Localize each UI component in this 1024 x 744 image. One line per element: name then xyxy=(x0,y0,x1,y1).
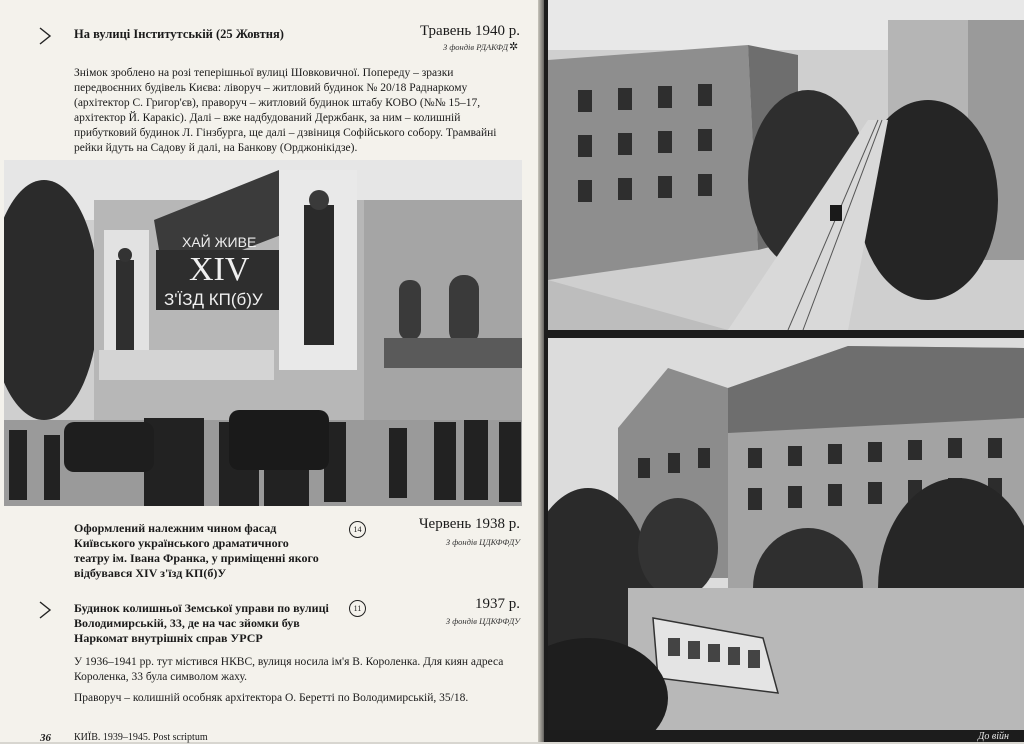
street-photo xyxy=(548,0,1024,330)
nkvs-building-photo xyxy=(548,338,1024,730)
entry2-caption: Оформлений належним чином фасад Київського українського драматичного театру ім. Івана Франка, у приміщенні якого відбувався XIV з'їзд КП(б)У xyxy=(74,521,319,580)
entry3-title: Будинок колишньої Земської управи по вулиці Володимирській, 33, де на час зйомки був Наркомат внутрішніх справ УРСР xyxy=(74,601,329,645)
play-arrow-icon xyxy=(38,600,52,620)
entry3-text1: У 1936–1941 рр. тут містився НКВС, вулиця носила ім'я В. Короленка. Для киян адреса Короленка, 33 була символом жаху. xyxy=(74,656,504,683)
entry2-number: 14 xyxy=(349,521,366,538)
entry3-text2: Праворуч – колишній особняк архітектора О. Беретті по Володимирській, 35/18. xyxy=(74,692,469,704)
theatre-photo xyxy=(4,160,522,506)
banner-top-text: ХАЙ ЖИВЕ xyxy=(182,234,257,250)
entry3-source: З фондів ЦДКФФДУ xyxy=(445,616,520,626)
entry3-date: 1937 р. xyxy=(475,596,520,612)
page-number: 36 xyxy=(40,732,51,744)
entry3-number: 11 xyxy=(349,600,366,617)
entry2-date: Червень 1938 р. xyxy=(418,516,520,532)
play-arrow-icon xyxy=(38,26,52,46)
banner-bottom-text: З'ЇЗД КП(б)У xyxy=(164,290,263,309)
right-footer: До війн xyxy=(978,731,1009,742)
entry2-source: З фондів ЦДКФФДУ xyxy=(445,537,520,547)
banner-numeral-text: XIV xyxy=(189,251,250,288)
entry1-source: З фондів РДАКФД xyxy=(443,42,508,52)
entry1-title: На вулиці Інститутській (25 Жовтня) xyxy=(74,27,284,41)
entry1-text: Знімок зроблено на розі теперішньої вулиці Шовковичної. Попереду – зразки передвоєнних будівель Києва: ліворуч – житловий будинок № 20/18 Раднаркому (архітектор С. Григор'єв), праворуч – житловий будинок штабу КОВО (№№ 15–17, архітектор Й. Каракіс). Далі – вже надбудований Держбанк, за ним – колишній прибутковий будинок Л. Гінзбурга, ще далі – дзвіниця Софійського собору. Трамвайні рейки йдуть на Садову й далі, на Банкову (Орджонікідзе). xyxy=(74,67,497,154)
source-star-icon: ✲ xyxy=(509,41,519,53)
right-page xyxy=(544,0,1024,742)
entry1-date: Травень 1940 р. xyxy=(419,23,520,39)
book-title: КИЇВ. 1939–1945. Post scriptum xyxy=(74,732,208,743)
